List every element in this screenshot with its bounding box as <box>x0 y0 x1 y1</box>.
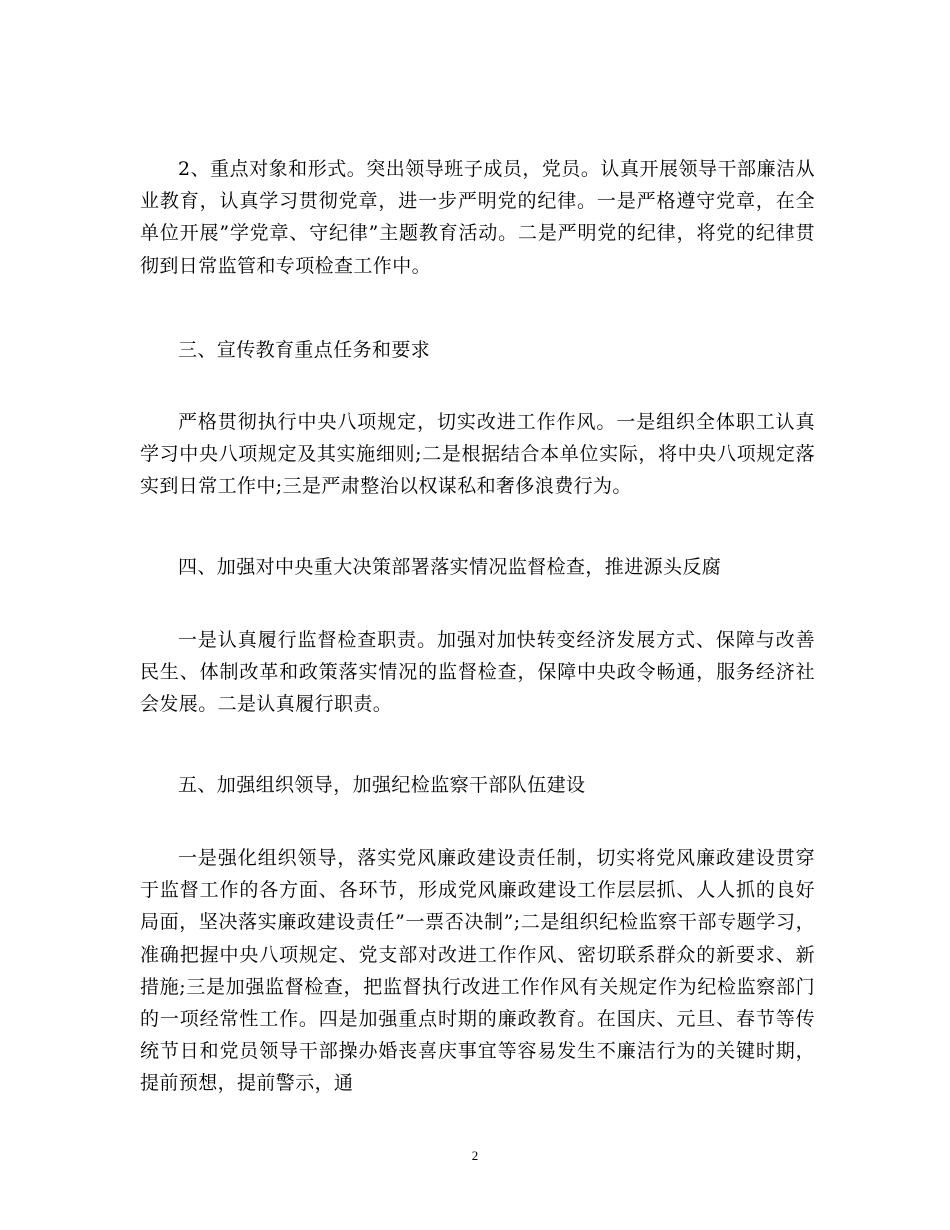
section-heading-3: 三、宣传教育重点任务和要求 <box>178 339 431 361</box>
page-number: 2 <box>471 1148 479 1163</box>
paragraph-supervision: 一是认真履行监督检查职责。加强对加快转变经济发展方式、保障与改善民生、体制改革和政策落实情况的监督检查，保障中央政令畅通，服务经济社会发展。二是认真履行职责。 <box>140 629 815 716</box>
paragraph-organization: 一是强化组织领导，落实党风廉政建设责任制，切实将党风廉政建设贯穿于监督工作的各方面、各环节，形成党风廉政建设工作层层抓、人人抓的良好局面，坚决落实廉政建设责任”一票否决制”;二是组织纪检监察干部专题学习，准确把握中央八项规定、党支部对改进工作作风、密切联系群众的新要求、新措施;三是加强监督检查，把监督执行改进工作作风有关规定作为纪检监察部门的一项经常性工作。四是加强重点时期的廉政教育。在国庆、元旦、春节等传统节日和党员领导干部操办婚丧喜庆事宜等容易发生不廉洁行为的关键时期，提前预想，提前警示，通 <box>140 847 815 1095</box>
paragraph-eight-rules: 严格贯彻执行中央八项规定，切实改进工作作风。一是组织全体职工认真学习中央八项规定及其实施细则;二是根据结合本单位实际，将中央八项规定落实到日常工作中;三是严肃整治以权谋私和奢侈浪费行为。 <box>140 411 815 498</box>
section-heading-4: 四、加强对中央重大决策部署落实情况监督检查，推进源头反腐 <box>178 556 722 578</box>
section-heading-5: 五、加强组织领导，加强纪检监察干部队伍建设 <box>178 774 586 796</box>
paragraph-key-targets: 2、重点对象和形式。突出领导班子成员，党员。认真开展领导干部廉洁从业教育，认真学习贯彻党章，进一步严明党的纪律。一是严格遵守党章，在全单位开展”学党章、守纪律”主题教育活动。二是严明党的纪律，将党的纪律贯彻到日常监管和专项检查工作中。 <box>140 158 815 277</box>
